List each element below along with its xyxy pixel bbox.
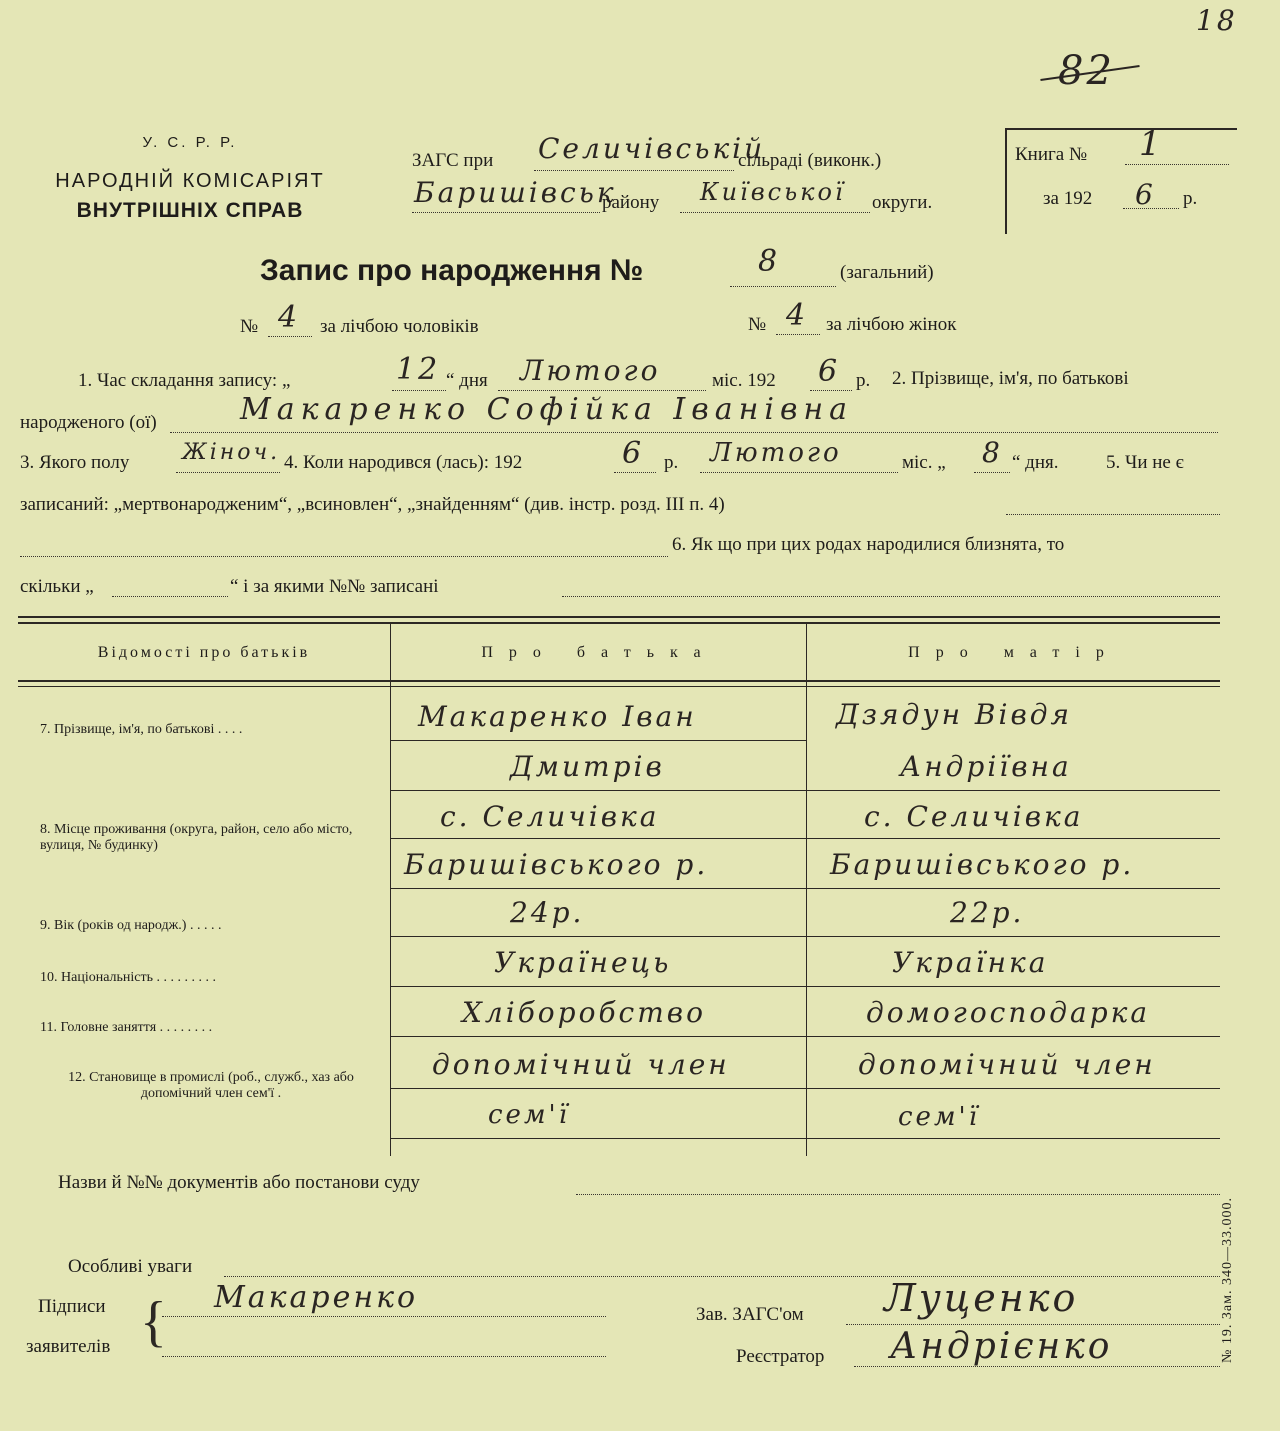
okruga-line — [680, 212, 870, 213]
archive-number: 82 — [1058, 48, 1115, 94]
print-note: № 19. Зам. 340—33.000. — [1220, 1197, 1235, 1363]
head-line — [846, 1324, 1220, 1325]
table-header-mother: Про матір — [908, 644, 1120, 661]
signatures-label-2: заявителів — [26, 1336, 111, 1357]
title-number-handwritten: 8 — [758, 244, 781, 279]
row-7-mother-1: Дзядун Вівдя — [836, 698, 1073, 731]
book-label: Книга № — [1015, 144, 1088, 165]
q4-month-handwritten: Лютого — [710, 438, 842, 468]
table-top-rule-2 — [18, 622, 1220, 624]
row-7-father-1: Макаренко Іван — [418, 700, 697, 733]
head-label: Зав. ЗАГС'ом — [696, 1304, 804, 1325]
table-header-info: Відомості про батьків — [97, 644, 311, 661]
men-count-handwritten: 4 — [278, 300, 301, 335]
book-year-suffix: р. — [1183, 188, 1198, 209]
row-7-rule-1 — [390, 740, 806, 741]
q3-line — [176, 472, 280, 473]
zags-prefix: ЗАГС при — [412, 150, 494, 171]
q1-day-suffix: “ дня — [446, 370, 488, 391]
row-11-father: Хліборобство — [462, 996, 706, 1029]
row-7-father-2: Дмитрів — [510, 750, 665, 783]
q6-count-line — [112, 596, 228, 597]
row-7-label: 7. Прізвище, ім'я, по батькові . . . . — [40, 722, 243, 737]
row-9-label: 9. Вік (років од народж.) . . . . . — [40, 918, 222, 933]
title-number-line — [730, 286, 836, 287]
q3-handwritten: Жіноч. — [182, 440, 281, 465]
signatures-label-1: Підписи — [38, 1296, 106, 1317]
documents-line — [576, 1194, 1220, 1195]
record-title: Запис про народження № — [260, 254, 644, 287]
row-8-rule-2 — [390, 888, 1220, 889]
women-label: за лічбою жінок — [826, 314, 957, 335]
table-col-divider-2 — [806, 624, 807, 1156]
row-12-rule-1 — [390, 1088, 1220, 1089]
q1-year-handwritten: 6 — [818, 354, 841, 389]
row-8-label: 8. Місце проживання (округа, район, село або місто, вулиця, № будинку) — [40, 822, 353, 853]
q4-label: 4. Коли народився (лась): 192 — [284, 452, 523, 473]
q6-cont-b: “ і за якими №№ записані — [230, 576, 439, 597]
women-prefix: № — [748, 314, 767, 335]
q2-label: 2. Прізвище, ім'я, по батькові — [892, 368, 1129, 389]
book-box — [1005, 124, 1237, 234]
table-header-rule — [18, 680, 1220, 682]
row-9-rule — [390, 936, 1220, 937]
corner-number: 18 — [1196, 4, 1238, 37]
remarks-label: Особливі уваги — [68, 1256, 193, 1277]
registrar-signature: Андрієнко — [890, 1326, 1113, 1367]
q1-month-handwritten: Лютого — [520, 354, 661, 387]
q1-label: 1. Час складання запису: „ — [78, 370, 291, 391]
applicant-signature: Макаренко — [214, 1280, 419, 1315]
row-11-label: 11. Головне заняття . . . . . . . . — [40, 1020, 213, 1035]
q2-label-cont: народженого (ої) — [20, 412, 157, 433]
head-signature: Луценко — [884, 1276, 1079, 1320]
q4-day-line — [974, 472, 1010, 473]
book-year-prefix: за 192 — [1043, 188, 1093, 209]
q4-year-suffix: р. — [664, 452, 679, 473]
book-number-line — [1125, 164, 1229, 165]
row-10-rule — [390, 986, 1220, 987]
q4-year-handwritten: 6 — [622, 436, 645, 471]
row-11-rule — [390, 1036, 1220, 1037]
applicant-line-1 — [162, 1316, 606, 1317]
q1-day-handwritten: 12 — [396, 352, 441, 387]
q6-pre-line — [20, 556, 668, 557]
women-line — [776, 334, 820, 335]
row-9-father: 24р. — [510, 896, 585, 929]
okruga-handwritten: Київської — [700, 178, 846, 206]
district-line — [412, 212, 600, 213]
q2-name-line — [170, 432, 1218, 433]
row-10-label: 10. Національність . . . . . . . . . — [40, 970, 217, 985]
q4-year-line — [614, 472, 656, 473]
row-12-father-2: сем'ї — [488, 1100, 570, 1130]
row-10-mother: Українка — [892, 946, 1049, 979]
row-10-father: Українець — [494, 946, 672, 979]
row-8-rule-1 — [390, 838, 1220, 839]
signatures-brace: { — [140, 1291, 167, 1353]
applicant-line-2 — [162, 1356, 606, 1357]
q2-name-handwritten: Макаренко Софійка Іванівна — [240, 392, 854, 427]
row-8-father-1: с. Селичівка — [440, 800, 660, 833]
table-header-rule-2 — [18, 686, 1220, 687]
q1-year-line — [810, 390, 852, 391]
book-year-handwritten: 6 — [1135, 178, 1156, 211]
q6-numbers-line — [562, 596, 1220, 597]
row-9-mother: 22р. — [950, 896, 1025, 929]
row-8-mother-1: с. Селичівка — [864, 800, 1084, 833]
men-line — [268, 336, 312, 337]
row-12-mother-2: сем'ї — [898, 1102, 980, 1132]
council-handwritten: Селичівській — [538, 132, 766, 165]
book-number-handwritten: 1 — [1139, 124, 1164, 164]
title-suffix: (загальний) — [840, 262, 934, 283]
row-8-father-2: Баришівського р. — [404, 848, 709, 881]
q1-year-suffix: р. — [856, 370, 871, 391]
row-8-mother-2: Баришівського р. — [830, 848, 1135, 881]
row-12-father-1: допомічний член — [432, 1048, 730, 1081]
council-line — [534, 170, 734, 171]
q1-year-prefix: міс. 192 — [712, 370, 776, 391]
district-handwritten: Баришівськ — [414, 176, 617, 209]
row-11-mother: домогосподарка — [866, 996, 1151, 1029]
row-12-label: 12. Становище в промислі (роб., служб., хаз або допомічний член сем'ї . — [68, 1070, 354, 1101]
q4-month-line — [700, 472, 898, 473]
table-top-rule — [18, 616, 1220, 618]
q6-label: 6. Як що при цих родах народилися близнята, то — [672, 534, 1065, 555]
women-count-handwritten: 4 — [786, 298, 809, 333]
men-label: за лічбою чоловіків — [320, 316, 479, 337]
row-7-rule-2 — [390, 790, 1220, 791]
row-12-mother-1: допомічний член — [858, 1048, 1156, 1081]
q4-month-suffix: міс. „ — [902, 452, 946, 473]
documents-label: Назви й №№ документів або постанови суду — [58, 1172, 420, 1193]
registrar-label: Реєстратор — [736, 1346, 825, 1367]
council-label: сільраді (виконк.) — [738, 150, 882, 171]
row-12-rule-2 — [390, 1138, 1220, 1139]
q5-line — [1006, 514, 1220, 515]
q6-cont-a: скільки „ — [20, 576, 94, 597]
q5-cont: записаний: „мертвонародженим“, „всиновлен“, „знайденням“ (див. інстр. розд. III п. 4) — [20, 494, 725, 515]
row-7-mother-2: Андріївна — [900, 750, 1072, 783]
q4-day-suffix: “ дня. — [1012, 452, 1059, 473]
republic-label: У. С. Р. Р. — [142, 134, 238, 151]
table-header-father: Про батька — [481, 644, 717, 661]
q3-label: 3. Якого полу — [20, 452, 130, 473]
table-col-divider-1 — [390, 624, 391, 1156]
department-label: ВНУТРІШНІХ СПРАВ — [76, 199, 304, 222]
district-label: району — [602, 192, 660, 213]
q1-month-line — [498, 390, 706, 391]
commissariat-label: НАРОДНІЙ КОМІСАРІЯТ — [55, 170, 325, 192]
q4-day-handwritten: 8 — [982, 436, 1003, 469]
q5-label: 5. Чи не є — [1106, 452, 1184, 473]
okruga-label: округи. — [872, 192, 933, 213]
q1-day-line — [392, 390, 446, 391]
men-prefix: № — [240, 316, 259, 337]
